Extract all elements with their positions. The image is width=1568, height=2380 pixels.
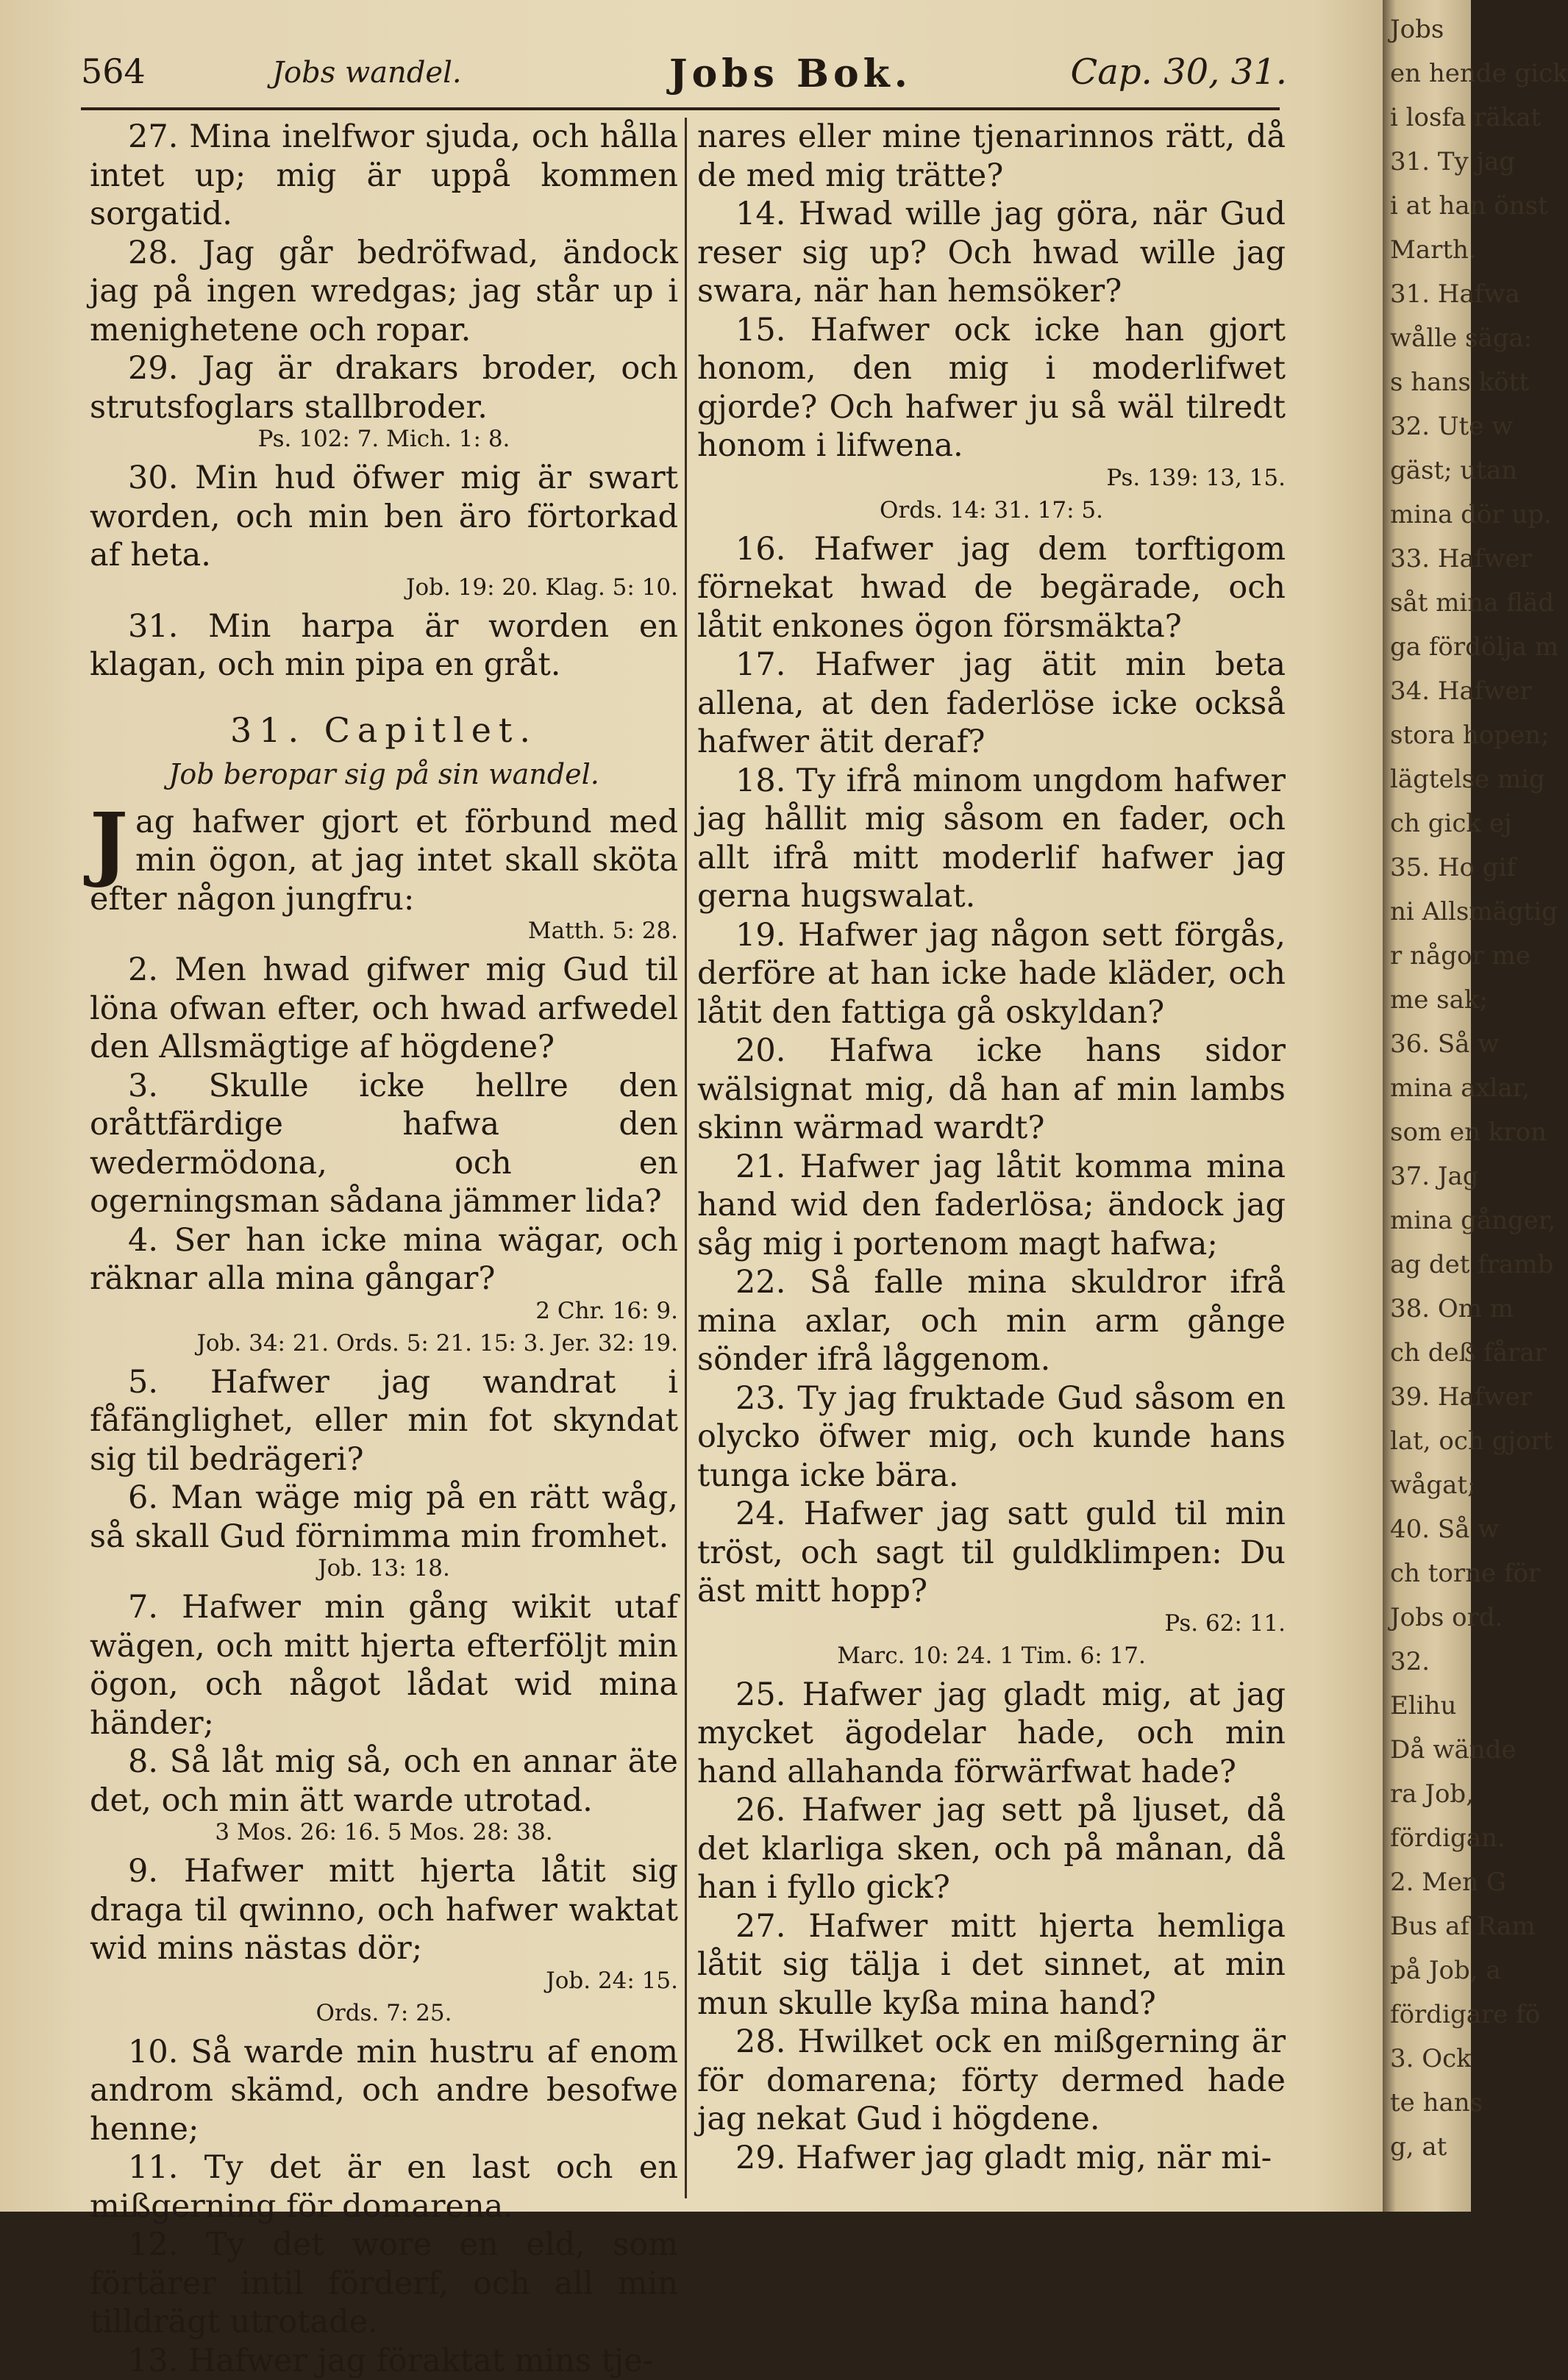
adjacent-page-fragment: ni Allsmägtig [1390, 897, 1471, 926]
adjacent-page-fragment: Bus af Ram [1390, 1912, 1471, 1941]
cross-reference: 2 Chr. 16: 9. [90, 1298, 678, 1323]
verse: 28. Hwilket ock en mißgerning är för domarena; förty dermed hade jag nekat Gud i högdene. [697, 2023, 1286, 2139]
adjacent-page-fragment: 31. Hafwa [1390, 279, 1471, 309]
cross-reference: Ps. 102: 7. Mich. 1: 8. [90, 426, 678, 451]
verse: 27. Mina inelfwor sjuda, och hålla intet up; mig är uppå kommen sorgatid. [90, 118, 678, 234]
verse-first [90, 803, 678, 919]
verse: 7. Hafwer min gång wikit utaf wägen, och mitt hjerta efterföljt min ögon, och något lådat wid mina händer; [90, 1588, 678, 1743]
verse: 15. Hafwer ock icke han gjort honom, den mig i moderlifwet gjorde? Och hafwer ju så wäl tilredt honom i lifwena. [697, 311, 1286, 465]
page-header [81, 51, 1287, 103]
verse: 12. Ty det wore en eld, som förtärer intil förderf, och all min tilldrägt utrotade. [90, 2226, 678, 2342]
adjacent-page-fragment: ch deß fårar [1390, 1338, 1471, 1368]
adjacent-page-fragment: 32. Ute w [1390, 412, 1471, 441]
cross-reference: Job. 19: 20. Klag. 5: 10. [90, 575, 678, 600]
adjacent-page-fragment: 38. Om m [1390, 1294, 1471, 1323]
drop-cap: J [90, 806, 128, 879]
book-title: Jobs Bok. [669, 51, 912, 96]
cross-reference: Ps. 139: 13, 15. [697, 465, 1286, 490]
adjacent-page-fragment: 2. Men G [1390, 1868, 1471, 1897]
adjacent-page-fragment: 3. Ock [1390, 2044, 1471, 2073]
adjacent-page-fragment: 37. Jag [1390, 1162, 1471, 1191]
adjacent-page-fragment: i losfa räkat [1390, 103, 1471, 132]
adjacent-page-fragment: Jobs ord. [1390, 1603, 1471, 1632]
adjacent-page-fragment: 40. Så w [1390, 1515, 1471, 1544]
verse: 17. Hafwer jag ätit min beta allena, at den faderlöse icke också hafwer ätit deraf? [697, 646, 1286, 762]
adjacent-page-fragment: ra Job, [1390, 1779, 1471, 1809]
cross-reference: Marc. 10: 24. 1 Tim. 6: 17. [697, 1643, 1286, 1668]
adjacent-page-fragment: Marth. [1390, 235, 1471, 265]
verse: 10. Så warde min hustru af enom androm skämd, och andre besofwe henne; [90, 2033, 678, 2149]
verse: 24. Hafwer jag satt guld til min tröst, och sagt til guldklimpen: Du äst mitt hopp? [697, 1495, 1286, 1611]
verse: 13. Hafwer jag föraktat mins tje- [90, 2342, 678, 2380]
verse: 5. Hafwer jag wandrat i fåfänglighet, eller min fot skyndat sig til bedrägeri? [90, 1363, 678, 1479]
page-number: 564 [81, 51, 146, 91]
adjacent-page-fragment: en hende gick [1390, 59, 1471, 88]
cross-reference: Ps. 62: 11. [697, 1611, 1286, 1636]
adjacent-page-fragment: gäst; utan [1390, 456, 1471, 485]
verse: 29. Jag är drakars broder, och strutsfoglars stallbroder. [90, 349, 678, 426]
cross-reference: 3 Mos. 26: 16. 5 Mos. 28: 38. [90, 1820, 678, 1845]
verse: 11. Ty det är en last och en mißgerning för domarena. [90, 2148, 678, 2226]
adjacent-page-fragment: Elihu [1390, 1691, 1471, 1720]
cross-reference: Ords. 14: 31. 17: 5. [697, 498, 1286, 523]
running-title: Jobs wandel. [272, 56, 462, 90]
adjacent-page-fragment: s hans kött [1390, 368, 1471, 397]
adjacent-page-fragment: wågat; [1390, 1470, 1471, 1500]
column-divider [685, 118, 687, 2198]
adjacent-page-fragment: g, at [1390, 2132, 1471, 2162]
verse: 6. Man wäge mig på en rätt wåg, så skall Gud förnimma min fromhet. [90, 1479, 678, 1556]
cross-reference: Matth. 5: 28. [90, 918, 678, 943]
adjacent-page-fragment: stora hopen; [1390, 721, 1471, 750]
adjacent-page-fragment: 33. Hafwer [1390, 544, 1471, 573]
adjacent-page-fragment: 34. Hafwer [1390, 676, 1471, 706]
verse: 18. Ty ifrå minom ungdom hafwer jag hållit mig såsom en fader, och allt ifrå mitt moderlif hafwer jag gerna hugswalat. [697, 762, 1286, 916]
adjacent-page-fragment: ch gick ej [1390, 809, 1471, 838]
verse: 26. Hafwer jag sett på ljuset, då det klarliga sken, och på månan, då han i fyllo gick? [697, 1791, 1286, 1907]
adjacent-page-edge [1383, 0, 1471, 2212]
adjacent-page-fragment: wålle säga: [1390, 324, 1471, 353]
adjacent-page-fragment: fördigan. [1390, 1823, 1471, 1853]
adjacent-page-fragment: r någor me [1390, 941, 1471, 971]
adjacent-page-fragment: 31. Ty jag [1390, 147, 1471, 176]
verse: 20. Hafwa icke hans sidor wälsignat mig, då han af min lambs skinn wärmad wardt? [697, 1032, 1286, 1148]
adjacent-page-fragment: 36. Så w [1390, 1029, 1471, 1059]
adjacent-page-fragment: ga fördölja m [1390, 632, 1471, 662]
verse-continuation: nares eller mine tjenarinnos rätt, då de med mig trätte? [697, 118, 1286, 195]
verse: 2. Men hwad gifwer mig Gud til löna ofwan efter, och hwad arfwedel den Allsmägtige af högdene? [90, 951, 678, 1067]
adjacent-page-fragment: i at han önst [1390, 191, 1471, 221]
verse: 19. Hafwer jag någon sett förgås, derföre at han icke hade kläder, och låtit den fattiga gå oskyldan? [697, 916, 1286, 1032]
adjacent-page-fragment: ag det framb [1390, 1250, 1471, 1279]
adjacent-page-fragment: lägtelse mig [1390, 765, 1471, 794]
verse: 21. Hafwer jag låtit komma mina hand wid den faderlösa; ändock jag såg mig i portenom magt hafwa; [697, 1148, 1286, 1264]
adjacent-page-fragment: 39. Hafwer [1390, 1382, 1471, 1412]
adjacent-page-fragment: 35. Ho gif [1390, 853, 1471, 882]
cross-reference: Job. 13: 18. [90, 1556, 678, 1581]
verse: 30. Min hud öfwer mig är swart worden, och min ben äro förtorkad af heta. [90, 459, 678, 575]
adjacent-page-fragment: som en kron [1390, 1118, 1471, 1147]
verse: 16. Hafwer jag dem torftigom förnekat hwad de begärade, och låtit enkones ögon försmäkta? [697, 530, 1286, 646]
adjacent-page-fragment: me sak; [1390, 985, 1471, 1015]
adjacent-page-fragment: Jobs [1390, 15, 1471, 44]
adjacent-page-fragment: såt mina fläd [1390, 588, 1471, 618]
verse-text: ag hafwer gjort et förbund med min ögon, at jag intet skall sköta efter någon jungfru: [90, 804, 678, 918]
adjacent-page-fragment: mina axlar, [1390, 1073, 1471, 1103]
adjacent-page-fragment: 32. [1390, 1647, 1471, 1676]
adjacent-page-fragment: ch torne för [1390, 1559, 1471, 1588]
left-column [90, 118, 678, 2380]
adjacent-page-fragment: på Job, a [1390, 1956, 1471, 1985]
cross-reference: Ords. 7: 25. [90, 2001, 678, 2026]
adjacent-page-fragment: mina dör up. [1390, 500, 1471, 529]
verse: 28. Jag går bedröfwad, ändock jag på ingen wredgas; jag står up i menighetene och ropar. [90, 234, 678, 350]
verse: 31. Min harpa är worden en klagan, och min pipa en gråt. [90, 607, 678, 685]
verse: 8. Så låt mig så, och en annar äte det, och min ätt warde utrotad. [90, 1743, 678, 1820]
verse: 27. Hafwer mitt hjerta hemliga låtit sig tälja i det sinnet, at min mun skulle kyßa mina hand? [697, 1907, 1286, 2023]
chapter-reference: Cap. 30, 31. [1070, 51, 1287, 93]
cross-reference: Job. 34: 21. Ords. 5: 21. 15: 3. Jer. 32: 19. [90, 1331, 678, 1356]
adjacent-page-fragment: te hans [1390, 2088, 1471, 2118]
adjacent-page-fragment: fördigare fö [1390, 2000, 1471, 2029]
verse: 29. Hafwer jag gladt mig, när mi- [697, 2139, 1286, 2178]
verse: 4. Ser han icke mina wägar, och räknar alla mina gångar? [90, 1221, 678, 1298]
cross-reference: Job. 24: 15. [90, 1968, 678, 1993]
chapter-heading: 31. Capitlet. [90, 711, 678, 750]
adjacent-page-fragment: Då wände [1390, 1735, 1471, 1765]
verse: 9. Hafwer mitt hjerta låtit sig draga til qwinno, och hafwer waktat wid mins nästas dör; [90, 1852, 678, 1968]
right-column [697, 118, 1286, 2177]
verse: 23. Ty jag fruktade Gud såsom en olycko öfwer mig, och kunde hans tunga icke bära. [697, 1379, 1286, 1495]
verse: 25. Hafwer jag gladt mig, at jag mycket ägodelar hade, och min hand allahanda förwärfwat hade? [697, 1676, 1286, 1792]
verse: 3. Skulle icke hellre den oråttfärdige hafwa den wedermödona, och en ogerningsman sådana jämmer lida? [90, 1067, 678, 1221]
adjacent-page-fragment: lat, och gjort [1390, 1426, 1471, 1456]
adjacent-page-fragment: mina gånger, [1390, 1206, 1471, 1235]
header-rule [81, 107, 1280, 110]
chapter-summary: Job beropar sig på sin wandel. [90, 755, 678, 794]
verse: 22. Så falle mina skuldror ifrå mina axlar, och min arm gånge sönder ifrå låggenom. [697, 1263, 1286, 1379]
verse: 14. Hwad wille jag göra, när Gud reser sig up? Och hwad wille jag swara, när han hemsöker? [697, 195, 1286, 311]
